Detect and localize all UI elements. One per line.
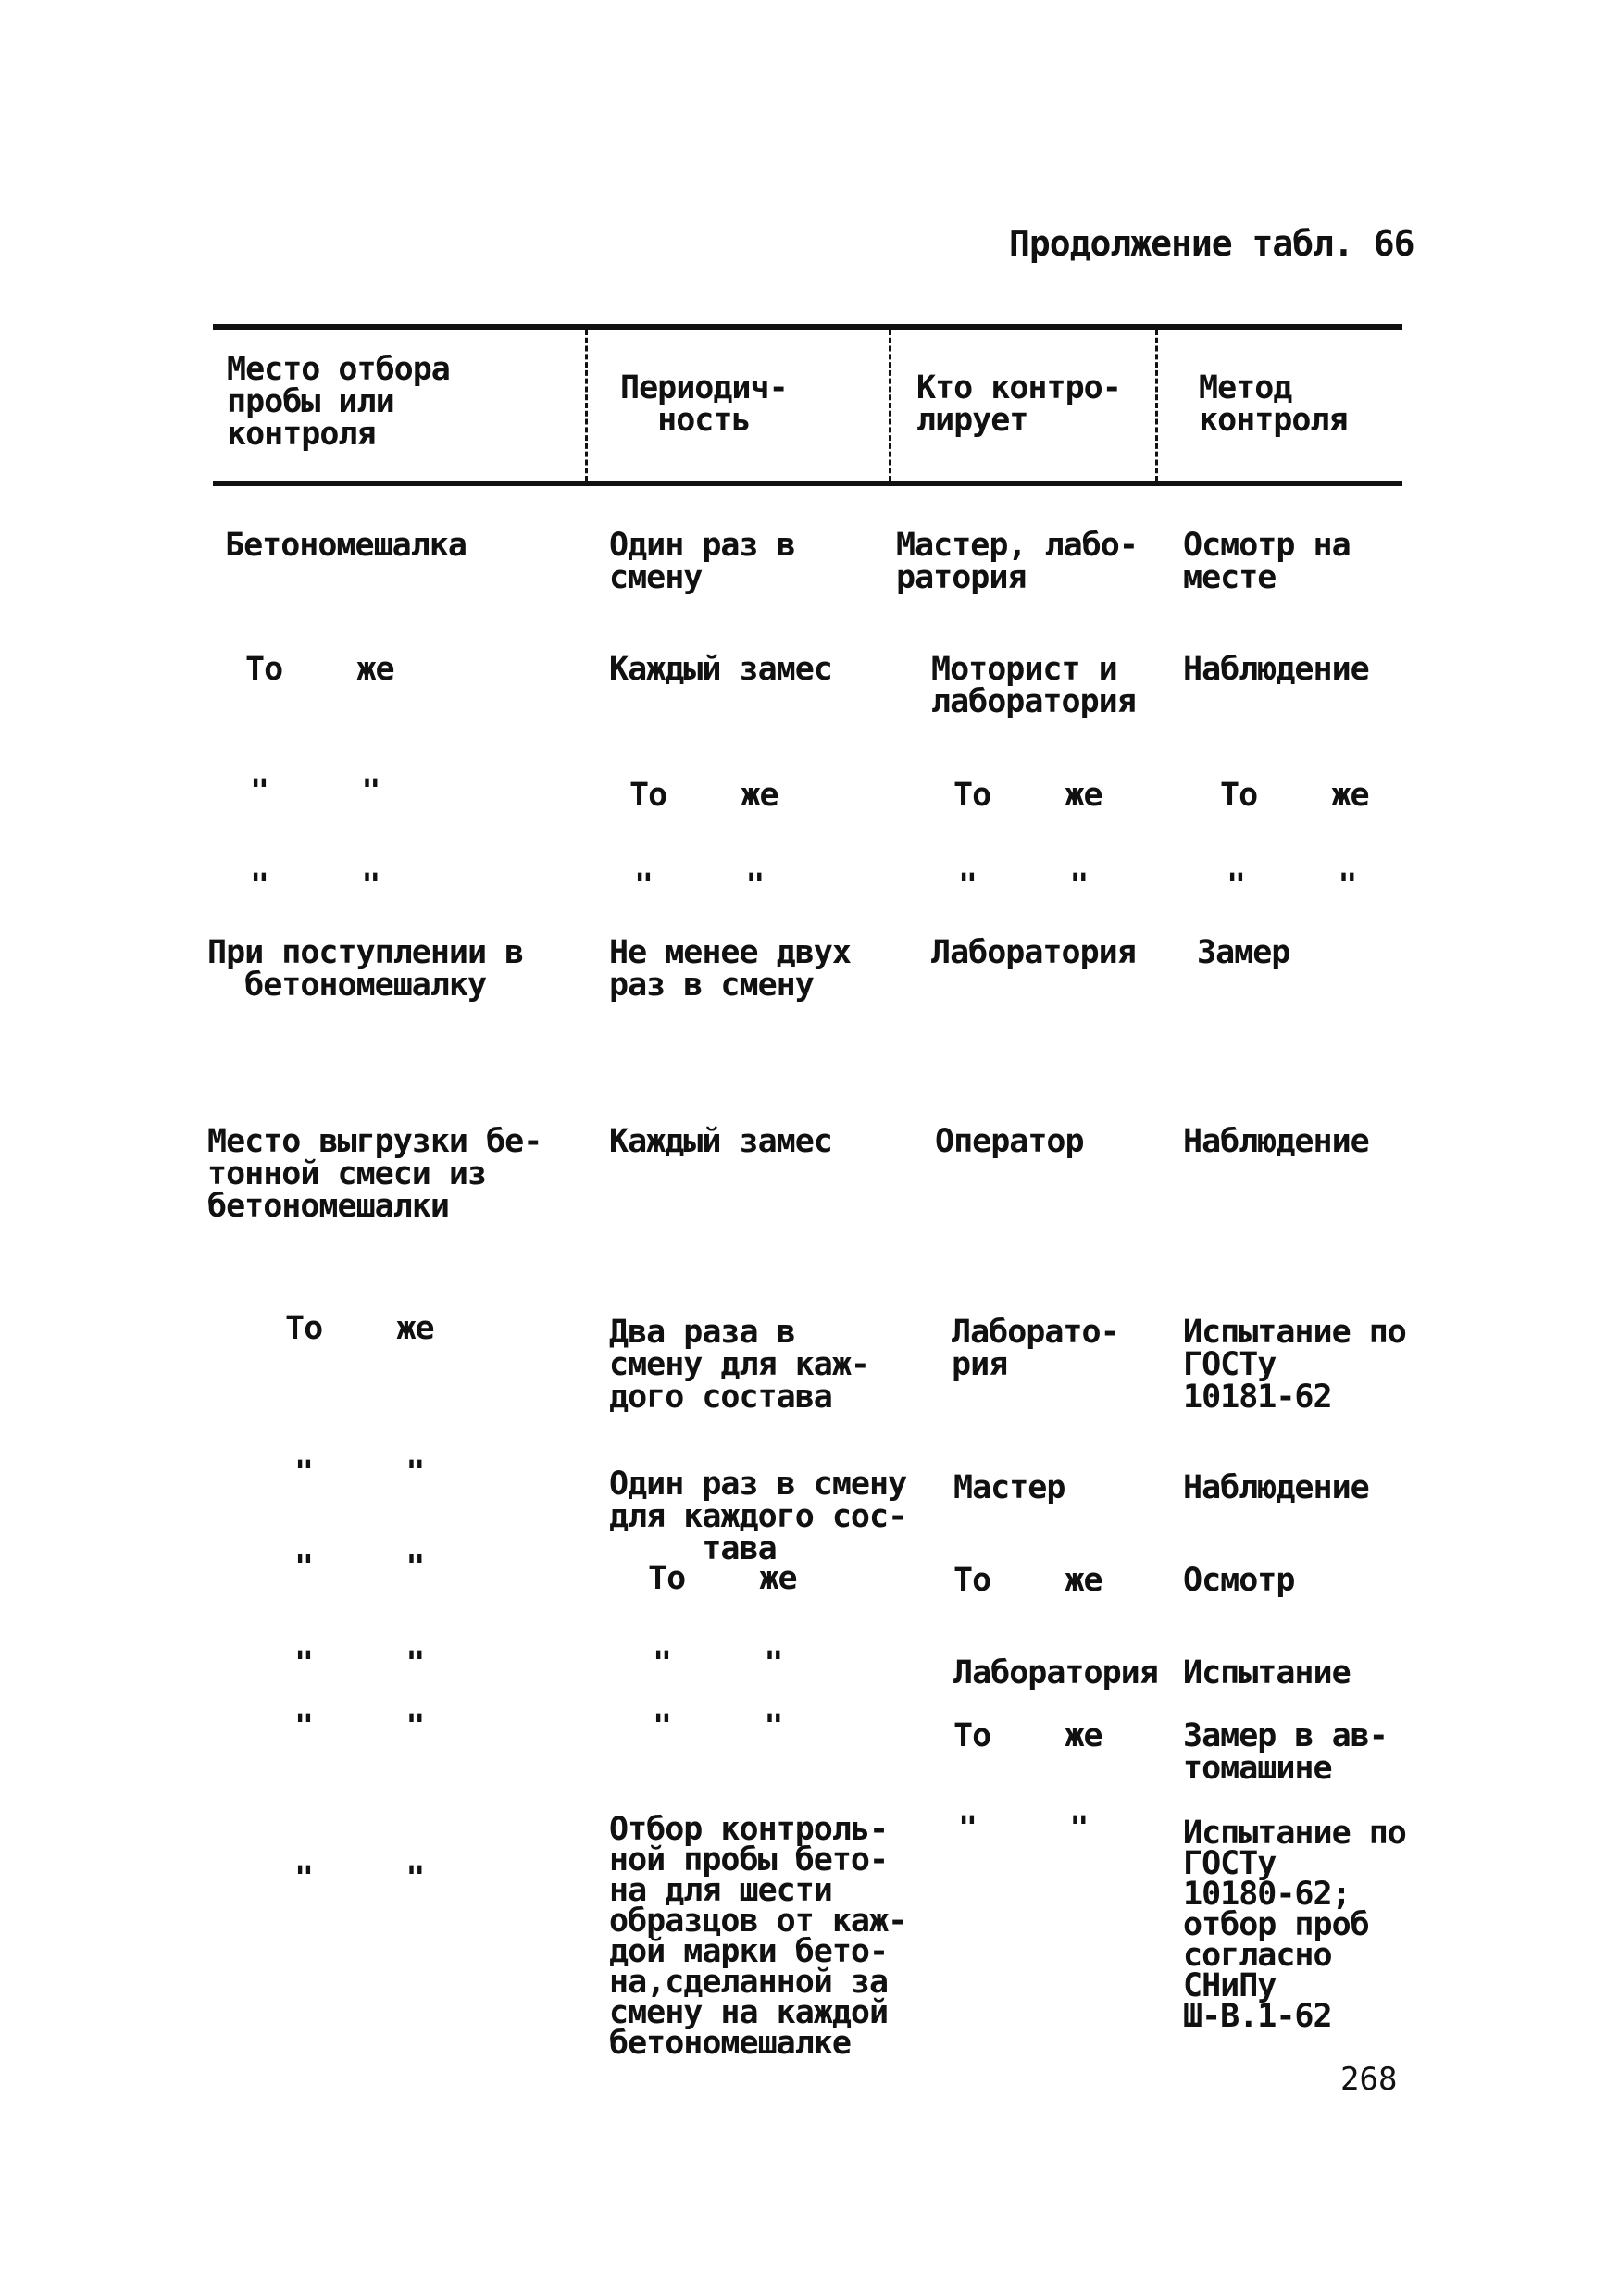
table-cell-place: " " bbox=[250, 867, 380, 905]
table-cell-who: То же bbox=[953, 1717, 1102, 1754]
column-divider bbox=[889, 330, 891, 481]
table-cell-method: Замер bbox=[1197, 934, 1290, 971]
column-header-who: Кто контро- лирует bbox=[916, 369, 1121, 439]
table-cell-place: Бетономешалка bbox=[225, 527, 467, 564]
column-header-place: Место отбора пробы или контроля bbox=[227, 351, 450, 453]
table-cell-who: Оператор bbox=[935, 1123, 1084, 1160]
table-cell-place: Место выгрузки бе- тонной смеси из бетономешалки bbox=[207, 1123, 542, 1225]
column-divider bbox=[585, 330, 588, 481]
table-cell-place: " " bbox=[294, 1645, 425, 1682]
table-cell-method: Осмотр на месте bbox=[1183, 527, 1351, 596]
table-cell-period: То же bbox=[648, 1560, 797, 1597]
column-divider bbox=[1155, 330, 1158, 481]
table-cell-period: Отбор контроль- ной пробы бето- на для шести образцов от каж- дой марки бето- на,сделанной за смену на каждой бетономешалке bbox=[609, 1811, 907, 2062]
table-cell-period: Каждый замес bbox=[609, 1123, 832, 1160]
table-cell-method: Испытание по ГОСТу 10181-62 bbox=[1183, 1314, 1406, 1416]
table-cell-period: Не менее двух раз в смену bbox=[609, 934, 851, 1004]
table-cell-method: То же bbox=[1220, 777, 1369, 814]
table-cell-period: Один раз в смену для каждого сос- тава bbox=[609, 1466, 907, 1567]
table-caption: Продолжение табл. 66 bbox=[1009, 223, 1414, 264]
table-cell-who: Моторист и лаборатория bbox=[931, 651, 1136, 720]
table-cell-period: Каждый замес bbox=[609, 651, 832, 688]
table-cell-method: Испытание bbox=[1183, 1654, 1351, 1691]
table-cell-who: " " bbox=[958, 1810, 1089, 1847]
table-cell-who: То же bbox=[953, 1562, 1102, 1599]
table-cell-period: Два раза в смену для каж- дого состава bbox=[609, 1314, 870, 1416]
table-cell-place: То же bbox=[285, 1310, 434, 1347]
table-cell-period: " " bbox=[634, 867, 765, 905]
table-cell-place: " " bbox=[294, 1708, 425, 1745]
table-cell-method: Осмотр bbox=[1183, 1562, 1295, 1599]
table-cell-period: " " bbox=[653, 1645, 783, 1682]
table-top-rule bbox=[213, 324, 1402, 330]
table-cell-place: " " bbox=[294, 1549, 425, 1586]
table-head-rule bbox=[213, 481, 1402, 486]
table-cell-who: " " bbox=[958, 867, 1089, 905]
column-header-method: Метод контроля bbox=[1199, 369, 1348, 439]
table-cell-period: То же bbox=[629, 777, 778, 814]
table-cell-method: Наблюдение bbox=[1183, 1123, 1369, 1160]
table-cell-method: Испытание по ГОСТу 10180-62; отбор проб согласно СНиПу Ш-В.1-62 bbox=[1183, 1815, 1406, 2035]
table-cell-method: Наблюдение bbox=[1183, 651, 1369, 688]
table-cell-who: Лаборато- рия bbox=[952, 1314, 1119, 1383]
table-cell-place: " " bbox=[250, 773, 380, 810]
table-cell-place: То же bbox=[245, 651, 394, 688]
table-cell-method: " " bbox=[1227, 867, 1357, 905]
table-cell-who: Лаборатория bbox=[931, 934, 1136, 971]
table-cell-place: " " bbox=[294, 1860, 425, 1897]
table-cell-place: При поступлении в бетономешалку bbox=[207, 934, 524, 1004]
table-cell-period: " " bbox=[653, 1708, 783, 1745]
table-cell-who: Лаборатория bbox=[953, 1654, 1158, 1691]
table-cell-period: Один раз в смену bbox=[609, 527, 795, 596]
column-header-period: Периодич- ность bbox=[620, 369, 788, 439]
table-cell-who: То же bbox=[953, 777, 1102, 814]
table-cell-who: Мастер bbox=[953, 1469, 1065, 1506]
table-cell-method: Наблюдение bbox=[1183, 1469, 1369, 1506]
page-number: 268 bbox=[1340, 2061, 1398, 2098]
table-cell-who: Мастер, лабо- ратория bbox=[896, 527, 1138, 596]
table-cell-place: " " bbox=[294, 1454, 425, 1491]
table-cell-method: Замер в ав- томашине bbox=[1183, 1717, 1388, 1787]
